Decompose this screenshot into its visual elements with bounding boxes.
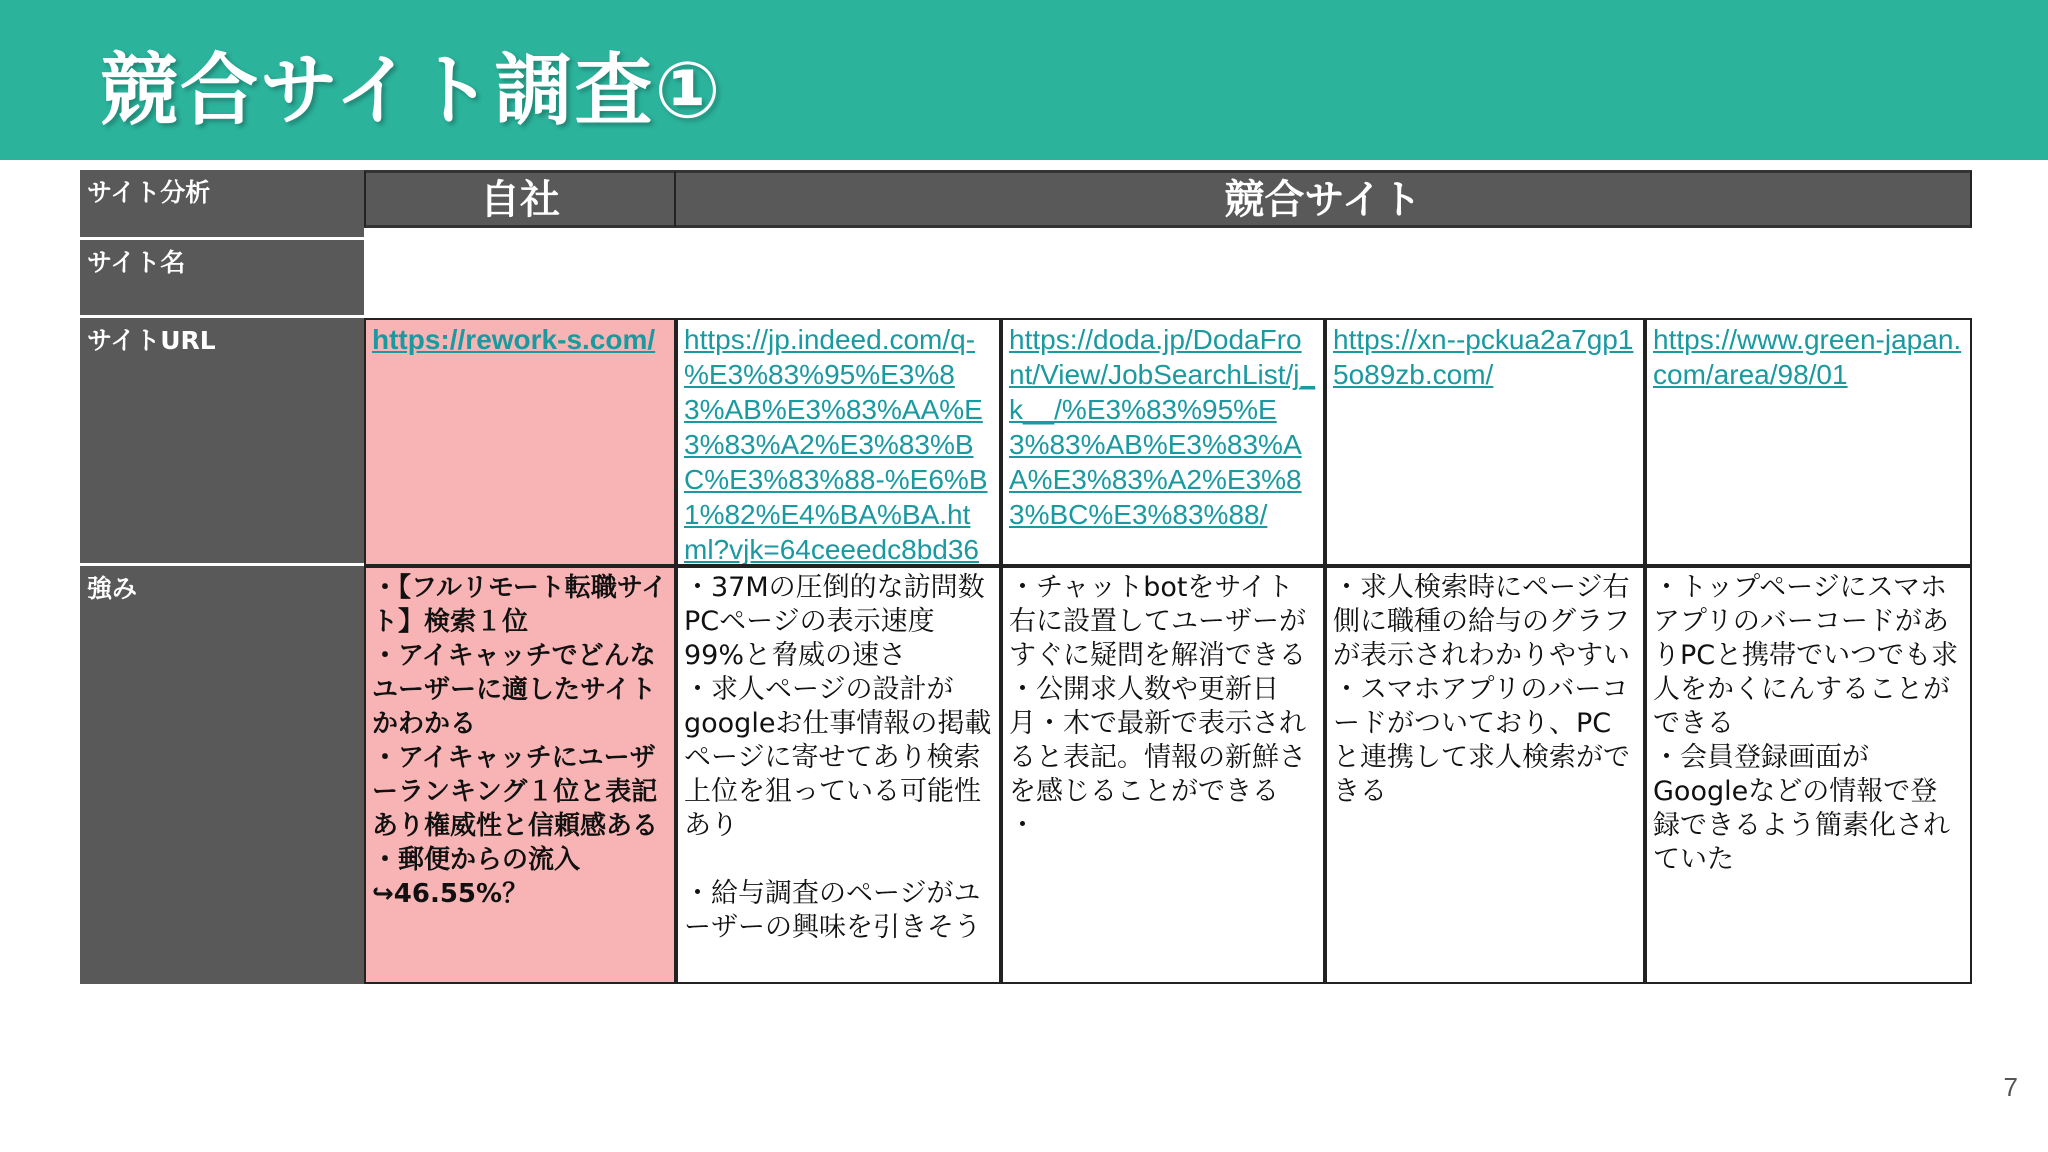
strength-item: ・チャットbotをサイト右に設置してユーザーがすぐに疑問を解消できる bbox=[1009, 572, 1306, 671]
strength-item: ・アイキャッチにユーザーランキング１位と表記あり権威性と信頼感ある bbox=[372, 743, 659, 841]
url-cell-competitor-3 bbox=[1325, 318, 1645, 566]
strengths-cell-competitor-4 bbox=[1645, 566, 1972, 984]
strength-item: ・スマホアプリのバーコードがついており、PCと連携して求人検索ができる bbox=[1333, 674, 1630, 807]
own-site-link[interactable]: https://rework-s.com/ bbox=[372, 324, 656, 355]
indeed-link[interactable]: https://jp.indeed.com/q-%E3%83%95%E3%83%AB%E3%83%AA%E3%83%A2%E3%83%BC%E3%83%88-%E6%B1%82%E4%BA%BA.html?vjk=64ceeedc8bd36 bbox=[684, 324, 988, 565]
strength-item: ・アイキャッチでどんなユーザーに適したサイトかわかる bbox=[372, 641, 657, 739]
title-banner bbox=[0, 0, 2048, 160]
strength-item: ・求人ページの設計がgoogleお仕事情報の掲載ページに寄せてあり検索上位を狙っている可能性あり bbox=[684, 674, 992, 841]
url-cell-competitor-2 bbox=[1001, 318, 1325, 566]
url-cell-own bbox=[364, 318, 676, 566]
strength-item: ・会員登録画面がGoogleなどの情報で登録できるよう簡素化されていた bbox=[1653, 742, 1950, 875]
strength-item: ・【フルリモート転職サイト】検索１位 bbox=[372, 573, 668, 637]
strength-item: ↪46.55%？ bbox=[372, 879, 529, 909]
green-japan-link[interactable]: https://www.green-japan.com/area/98/01 bbox=[1653, 324, 1962, 390]
header-own-company: 自社 bbox=[364, 170, 676, 228]
strength-item: ・公開求人数や更新日月・木で最新で表示されると表記。情報の新鮮さを感じることができる bbox=[1009, 674, 1306, 807]
strength-item: ・37Mの圧倒的な訪問数 bbox=[684, 572, 985, 603]
strengths-cell-competitor-3 bbox=[1325, 566, 1645, 984]
strength-item: ・郵便からの流入 bbox=[372, 845, 581, 875]
strengths-cell-competitor-1 bbox=[676, 566, 1001, 984]
competitor-3-link[interactable]: https://xn--pckua2a7gp15o89zb.com/ bbox=[1333, 324, 1634, 390]
header-competitors: 競合サイト bbox=[676, 170, 1972, 228]
strength-item: ・求人検索時にページ右側に職種の給与のグラフが表示されわかりやすい bbox=[1333, 572, 1630, 671]
row-label-site-name: サイト名 bbox=[80, 240, 364, 318]
slide-title: 競合サイト調査① bbox=[100, 46, 723, 136]
strength-item: ・トップページにスマホアプリのバーコードがありPCと携帯でいつでも求人をかくにんすることができる bbox=[1653, 572, 1959, 739]
row-label-strengths: 強み bbox=[80, 566, 364, 984]
row-label-site-url: サイトURL bbox=[80, 318, 364, 566]
strength-item: ・給与調査のページがユーザーの興味を引きそう bbox=[684, 878, 981, 943]
strength-item: ・ bbox=[1009, 810, 1036, 841]
doda-link[interactable]: https://doda.jp/DodaFront/View/JobSearchList/j_k__/%E3%83%95%E3%83%AB%E3%83%AA%E3%83%A2%E3%83%BC%E3%83%88/ bbox=[1009, 324, 1316, 530]
page-number: 7 bbox=[2003, 1072, 2018, 1102]
strengths-cell-competitor-2 bbox=[1001, 566, 1325, 984]
row-label-analysis: サイト分析 bbox=[80, 170, 364, 240]
url-cell-competitor-4 bbox=[1645, 318, 1972, 566]
strengths-cell-own bbox=[364, 566, 676, 984]
url-cell-competitor-1 bbox=[676, 318, 1001, 566]
strength-item: PCページの表示速度99%と脅威の速さ bbox=[684, 606, 935, 671]
strength-item bbox=[684, 843, 993, 877]
